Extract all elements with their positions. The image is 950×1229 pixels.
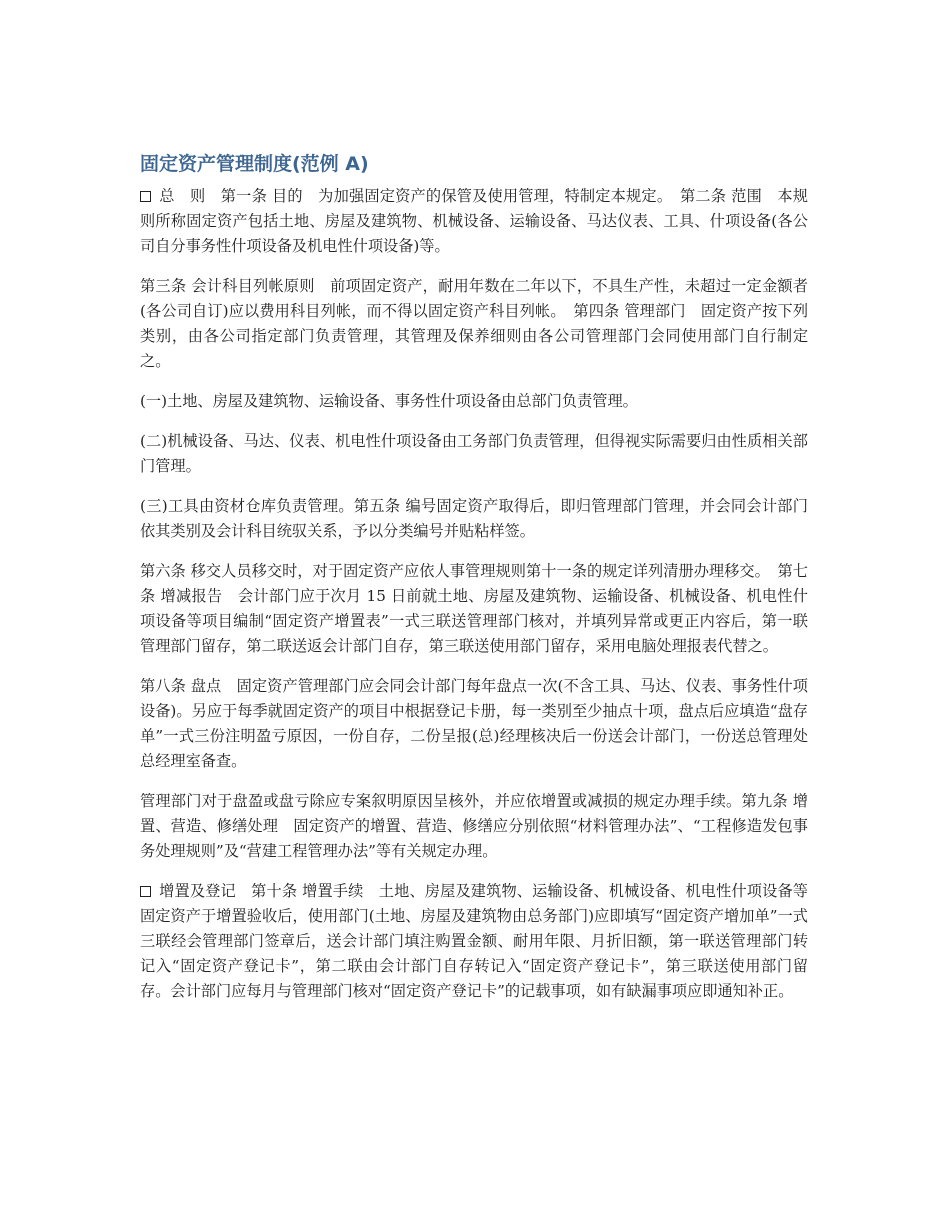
checkbox-icon[interactable] [140, 886, 151, 897]
paragraph-text: 第六条 移交人员移交时，对于固定资产应依人事管理规则第十一条的规定详列清册办理移交。 第七条 增减报告 会计部门应于次月 15 日前就土地、房屋及建筑物、运输设备、机械设备、机电性什项设备等项目编制“固定资产增置表”一式三联送管理部门核对，并填列异常或更正内容后，第一联管理部门留存，第二联送返会计部门自存，第三联送使用部门留存，采用电脑处理报表代替之。 [140, 562, 808, 655]
paragraph-2 [140, 274, 808, 374]
paragraph-9 [140, 879, 808, 1004]
paragraph-text: 管理部门对于盘盈或盘亏除应专案叙明原因呈核外，并应依增置或减损的规定办理手续。第九条 增置、营造、修缮处理 固定资产的增置、营造、修缮应分别依照“材料管理办法”、“工程修造发包事务处理规则”及“营建工程管理办法”等有关规定办理。 [140, 792, 808, 860]
paragraph-6 [140, 559, 808, 659]
paragraph-text: (三)工具由资材仓库负责管理。第五条 编号固定资产取得后，即归管理部门管理，并会同会计部门依其类别及会计科目统驭关系，予以分类编号并贴粘样签。 [140, 497, 808, 540]
document-title: 固定资产管理制度(范例 A) [140, 153, 369, 175]
paragraph-7 [140, 674, 808, 774]
paragraph-text: (二)机械设备、马达、仪表、机电性什项设备由工务部门负责管理，但得视实际需要归由性质相关部门管理。 [140, 432, 808, 475]
document-page [140, 150, 808, 1019]
paragraph-text: 增置及登记 第十条 增置手续 土地、房屋及建筑物、运输设备、机械设备、机电性什项设备等固定资产于增置验收后，使用部门(土地、房屋及建筑物由总务部门)应即填写“固定资产增加单”一式三联经会管理部门签章后，送会计部门填注购置金额、耐用年限、月折旧额，第一联送管理部门转记入“固定资产登记卡”，第二联由会计部门自存转记入“固定资产登记卡”，第三联送使用部门留存。会计部门应每月与管理部门核对“固定资产登记卡”的记载事项，如有缺漏事项应即通知补正。 [140, 882, 808, 1000]
paragraph-5 [140, 494, 808, 544]
paragraph-3 [140, 389, 808, 414]
paragraph-text: (一)土地、房屋及建筑物、运输设备、事务性什项设备由总部门负责管理。 [140, 392, 638, 410]
paragraph-text: 第八条 盘点 固定资产管理部门应会同会计部门每年盘点一次(不含工具、马达、仪表、事务性什项设备)。另应于每季就固定资产的项目中根据登记卡册，每一类别至少抽点十项，盘点后应填造“盘存单”一式三份注明盈亏原因，一份自存，二份呈报(总)经理核决后一份送会计部门，一份送总管理处总经理室备查。 [140, 677, 808, 770]
paragraph-8 [140, 789, 808, 864]
paragraph-text: 第三条 会计科目列帐原则 前项固定资产，耐用年数在二年以下，不具生产性，未超过一定金额者(各公司自订)应以费用科目列帐，而不得以固定资产科目列帐。 第四条 管理部门 固定资产按下列类别，由各公司指定部门负责管理，其管理及保养细则由各公司管理部门会同使用部门自行制定之。 [140, 277, 808, 370]
paragraph-4 [140, 429, 808, 479]
paragraph-1 [140, 184, 808, 259]
paragraph-text: 总 则 第一条 目的 为加强固定资产的保管及使用管理，特制定本规定。 第二条 范围 本规则所称固定资产包括土地、房屋及建筑物、机械设备、运输设备、马达仪表、工具、什项设备(各公司自分事务性什项设备及机电性什项设备)等。 [140, 187, 808, 255]
checkbox-icon[interactable] [140, 191, 151, 202]
